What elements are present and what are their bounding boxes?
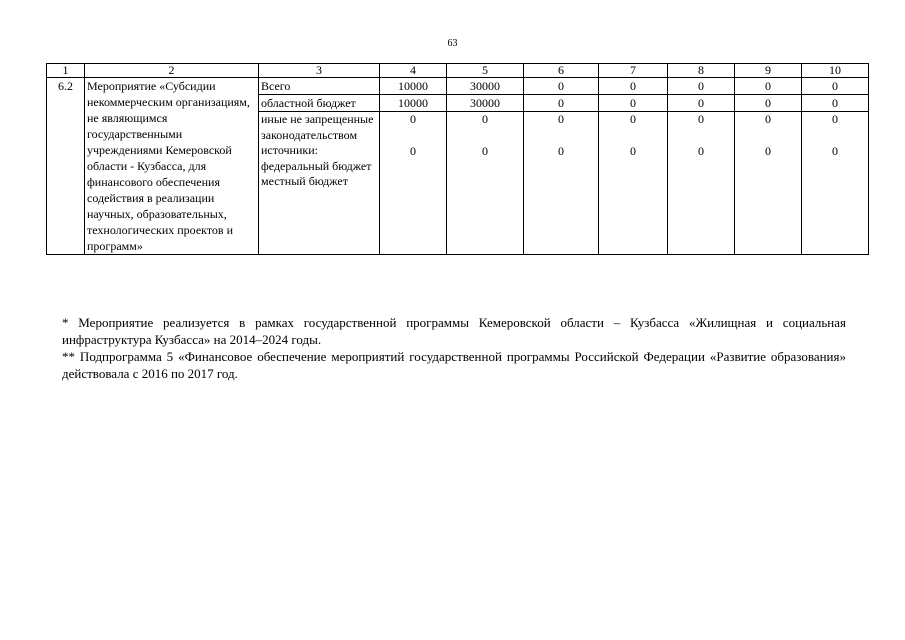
value: 0 — [630, 144, 636, 158]
header-cell: 6 — [524, 64, 599, 78]
value-cell — [668, 112, 735, 255]
value-cell: 0 — [802, 78, 869, 95]
header-cell: 7 — [599, 64, 668, 78]
value-cell — [380, 112, 447, 255]
source-label: областной бюджет — [259, 95, 380, 112]
header-cell: 4 — [380, 64, 447, 78]
value-cell: 0 — [599, 78, 668, 95]
measure-name: Мероприятие «Субсидии некоммерческим организациям, не являющимся государственными учреждениями Кемеровской области - Кузбасса, для финансового обеспечения содействия в реализации научных, образовательных, технологических проектов и программ» — [85, 78, 259, 255]
value-cell: 10000 — [380, 78, 447, 95]
value-cell: 0 — [524, 95, 599, 112]
value-cell: 0 — [735, 78, 802, 95]
header-cell: 3 — [259, 64, 380, 78]
row-number: 6.2 — [47, 78, 85, 255]
value-cell: 0 — [668, 78, 735, 95]
value: 0 — [482, 112, 488, 126]
source-label: Всего — [259, 78, 380, 95]
table-row — [47, 78, 869, 95]
source-label-group — [259, 112, 380, 255]
value-cell: 30000 — [447, 78, 524, 95]
value-cell — [599, 112, 668, 255]
value-cell: 30000 — [447, 95, 524, 112]
source-label: иные не запрещенные законодательством источники: — [261, 112, 374, 158]
value: 0 — [832, 112, 838, 126]
funding-table — [46, 63, 869, 255]
value-cell: 0 — [735, 95, 802, 112]
source-label: федеральный бюджет — [261, 158, 372, 173]
header-cell: 1 — [47, 64, 85, 78]
value: 0 — [765, 112, 771, 126]
value: 0 — [630, 112, 636, 126]
footnote: ** Подпрограмма 5 «Финансовое обеспечение мероприятий государственной программы Российской Федерации «Развитие образования» действовала с 2016 по 2017 год. — [62, 349, 846, 381]
value: 0 — [698, 144, 704, 158]
header-cell: 2 — [85, 64, 259, 78]
page-number: 63 — [447, 38, 458, 49]
header-cell: 5 — [447, 64, 524, 78]
value: 0 — [558, 112, 564, 126]
header-cell: 10 — [802, 64, 869, 78]
value-cell — [802, 112, 869, 255]
value-cell — [447, 112, 524, 255]
value-cell: 10000 — [380, 95, 447, 112]
header-cell: 9 — [735, 64, 802, 78]
value-cell: 0 — [599, 95, 668, 112]
header-cell: 8 — [668, 64, 735, 78]
footnote: * Мероприятие реализуется в рамках государственной программы Кемеровской области – Кузбасса «Жилищная и социальная инфраструктура Кузбасса» на 2014–2024 годы. — [62, 315, 846, 347]
value: 0 — [410, 144, 416, 158]
value: 0 — [765, 144, 771, 158]
value-cell — [735, 112, 802, 255]
value: 0 — [698, 112, 704, 126]
value: 0 — [482, 144, 488, 158]
value: 0 — [832, 144, 838, 158]
value-cell — [524, 112, 599, 255]
value-cell: 0 — [802, 95, 869, 112]
footnotes — [62, 314, 846, 382]
table-header-row — [47, 64, 869, 78]
value: 0 — [558, 144, 564, 158]
value: 0 — [410, 112, 416, 126]
value-cell: 0 — [524, 78, 599, 95]
value-cell: 0 — [668, 95, 735, 112]
source-label: местный бюджет — [261, 174, 348, 189]
